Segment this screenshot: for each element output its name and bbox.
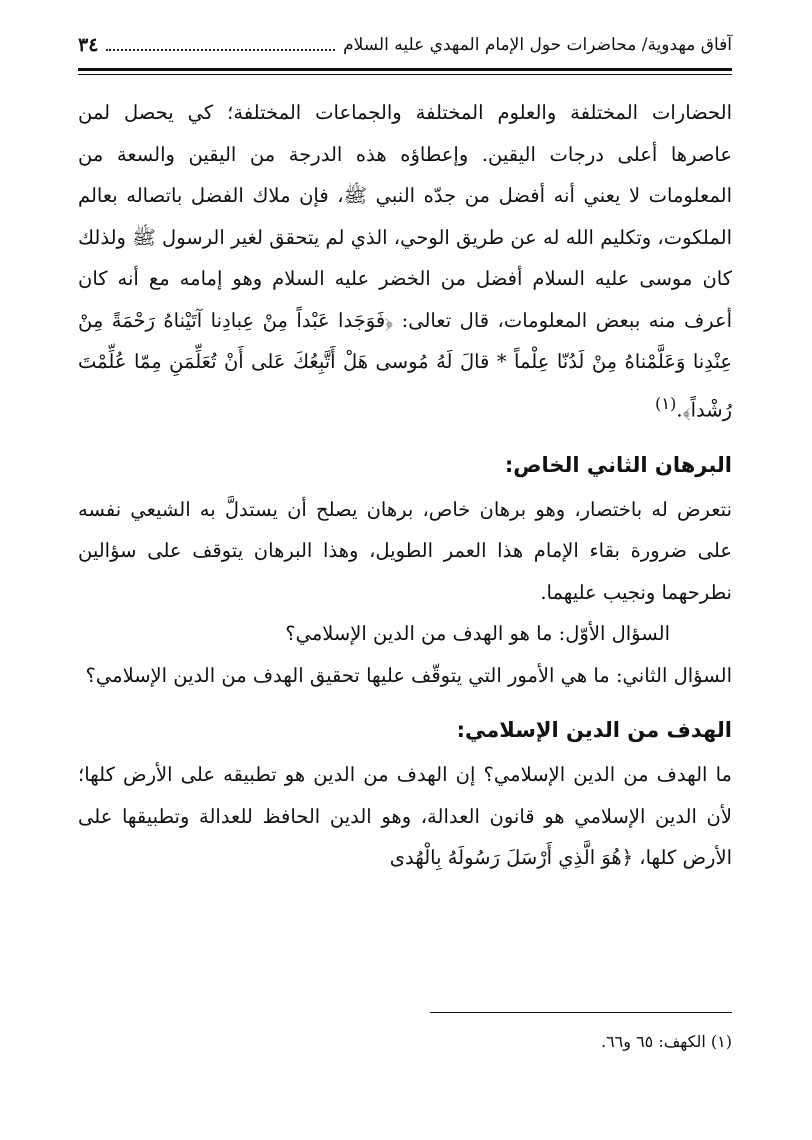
page-header	[78, 30, 732, 60]
question-two: السؤال الثاني: ما هي الأمور التي يتوقّف عليها تحقيق الهدف من الدين الإسلامي؟	[85, 663, 732, 687]
running-title: آفاق مهدوية/ محاضرات حول الإمام المهدي عليه السلام	[343, 35, 732, 55]
dotted-leader	[106, 39, 335, 51]
paragraph: ما الهدف من الدين الإسلامي؟ إن الهدف من الدين هو تطبيقه على الأرض كلها؛ لأن الدين الإسلامي هو قانون العدالة، وهو الدين الحافظ للعدالة وتطبيقها على الأرض كلها، ﴿هُوَ الَّذِي أَرْسَلَ رَسُولَهُ بِالْهُدى	[78, 763, 732, 869]
footnote-marker: (١)	[654, 393, 677, 413]
question-one: السؤال الأوّل: ما هو الهدف من الدين الإسلامي؟	[285, 622, 670, 645]
paragraph	[78, 92, 732, 431]
footnote-separator	[430, 1012, 732, 1013]
paragraph: نتعرض له باختصار، وهو برهان خاص، برهان يصلح أن يستدلَّ به الشيعي نفسه على ضرورة بقاء الإمام هذا العمر الطويل، وهذا البرهان يتوقف على سؤالين نطرحهما ونجيب عليهما.	[78, 497, 732, 604]
section-heading-goal: الهدف من الدين الإسلامي:	[456, 718, 732, 742]
footnote: (١) الكهف: ٦٥ و٦٦.	[600, 1032, 732, 1051]
section-heading-second-proof: البرهان الثاني الخاص:	[504, 452, 732, 477]
paragraph-text: الحضارات المختلفة والعلوم المختلفة والجماعات المختلفة؛ كي يحصل لمن عاصرها أعلى درجات اليقين. وإعطاؤه هذه الدرجة من اليقين والسعة من المعلومات لا يعني أنه أفضل من جدّه النبي ﷺ، فإن ملاك الفضل باتصاله بعالم الملكوت، وتكليم الله له عن طريق الوحي، الذي لم يتحقق لغير الرسول ﷺ ولذلك كان موسى عليه السلام أفضل من الخضر عليه السلام وهو إمامه مع أنه كان أعرف منه ببعض المعلومات، قال تعالى: ﴿فَوَجَدا عَبْداً مِنْ عِبادِنا آتَيْناهُ رَحْمَةً مِنْ عِنْدِنا وَعَلَّمْناهُ مِنْ لَدُنّا عِلْماً * قالَ لَهُ مُوسى هَلْ أَتَّبِعُكَ عَلى أَنْ تُعَلِّمَنِ مِمّا عُلِّمْتَ رُشْداً﴾.	[78, 101, 732, 421]
header-rule-thin	[78, 74, 732, 75]
page-number: ٣٤	[78, 34, 99, 56]
header-rule-thick	[78, 68, 732, 71]
page-body	[78, 92, 732, 879]
